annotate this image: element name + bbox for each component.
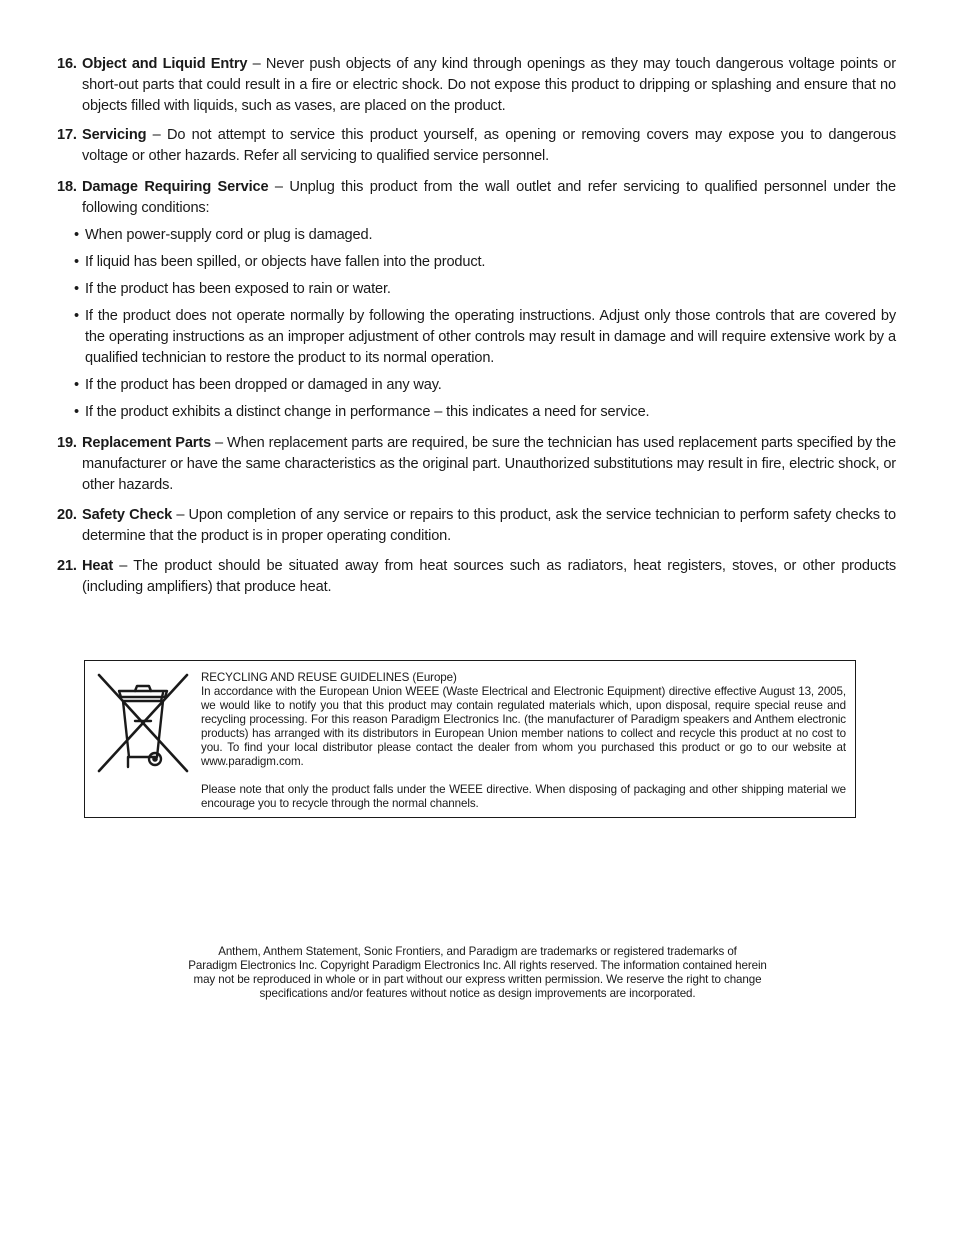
item-body: – The product should be situated away from heat sources such as radiators, heat registers, stoves, or other products (including amplifiers) that produce heat. (82, 558, 896, 595)
trademark-line: Paradigm Electronics Inc. Copyright Paradigm Electronics Inc. All rights reserved. The information contained herein (188, 959, 767, 972)
item-text (82, 54, 896, 116)
item-body: – Do not attempt to service this product yourself, as opening or removing covers may expose you to dangerous voltage or other hazards. Refer all servicing to qualified service personnel. (82, 127, 896, 164)
condition-bullet (74, 279, 896, 300)
item-title: Heat (82, 558, 114, 574)
safety-item-18 (57, 177, 896, 219)
item-text (82, 125, 896, 167)
trademark-line: may not be reproduced in whole or in part without our express written permission. We reserve the right to change (193, 973, 762, 986)
bullet-text: If liquid has been spilled, or objects have fallen into the product. (85, 254, 486, 270)
bullet-text: If the product does not operate normally by following the operating instructions. Adjust only those controls that are covered by the operating instructions as an improper adjustment of other controls may result in damage and will require extensive work by a qualified technician to restore the product to its normal operation. (85, 308, 896, 366)
safety-item-16 (57, 54, 896, 116)
trademark-line: Anthem, Anthem Statement, Sonic Frontiers, and Paradigm are trademarks or registered trademarks of (218, 945, 737, 958)
recycling-heading: RECYCLING AND REUSE GUIDELINES (Europe) (201, 671, 457, 684)
trademark-line: specifications and/or features without notice as design improvements are incorporated. (259, 987, 696, 1000)
item-body: – Never push objects of any kind through openings as they may touch dangerous voltage points or short-out parts that could result in a fire or electric shock. Do not expose this product to dripping or splashing and ensure that no objects filled with liquids, such as vases, are placed on the product. (82, 56, 896, 114)
condition-bullet (74, 402, 896, 423)
safety-item-19 (57, 433, 896, 495)
item-number: 21. (57, 558, 77, 574)
item-body: – Unplug this product from the wall outlet and refer servicing to qualified personnel under the following conditions: (82, 179, 896, 216)
item-body: – Upon completion of any service or repairs to this product, ask the service technician to perform safety checks to determine that the product is in proper operating condition. (82, 507, 896, 544)
item-text (82, 433, 896, 495)
item-number: 16. (57, 56, 77, 72)
recycling-paragraph-2: Please note that only the product falls under the WEEE directive. When disposing of packaging and other shipping material we encourage you to recycle through the normal channels. (201, 783, 846, 810)
bullet-marker: • (74, 227, 79, 243)
item-number: 19. (57, 435, 77, 451)
item-text (82, 177, 896, 219)
recycling-paragraph-1: In accordance with the European Union WEEE (Waste Electrical and Electronic Equipment) directive effective August 13, 2005, we would like to notify you that this product may contain regulated materials which, upon disposal, require special reuse and recycling processing. For this reason Paradigm Electronics Inc. (the manufacturer of Paradigm speakers and Anthem electronic products) has arranged with its distributors in European Union member nations to collect and recycle this product at no cost to you. To find your local distributor please contact the dealer from whom you purchased this product or go to our website at www.paradigm.com. (201, 685, 846, 768)
bullet-marker: • (74, 254, 79, 270)
safety-item-20 (57, 505, 896, 547)
condition-bullet (74, 252, 896, 273)
item-title: Damage Requiring Service (82, 179, 269, 195)
recycling-guidelines-text (201, 671, 846, 811)
item-body: – When replacement parts are required, be sure the technician has used replacement parts specified by the manufacturer or have the same characteristics as the original part. Unauthorized substitutions may result in fire, electric shock, or other hazards. (82, 435, 896, 493)
item-number: 17. (57, 127, 77, 143)
item-text (82, 556, 896, 598)
bullet-marker: • (74, 308, 79, 324)
item-number: 18. (57, 179, 77, 195)
bullet-text: If the product exhibits a distinct change in performance – this indicates a need for service. (85, 404, 650, 420)
item-title: Safety Check (82, 507, 173, 523)
item-title: Servicing (82, 127, 147, 143)
safety-item-17 (57, 125, 896, 167)
bullet-text: When power-supply cord or plug is damaged. (85, 227, 373, 243)
item-text (82, 505, 896, 547)
bullet-marker: • (74, 404, 79, 420)
bullet-marker: • (74, 281, 79, 297)
condition-bullet (74, 375, 896, 396)
crossed-out-wheelie-bin-icon (95, 671, 191, 775)
recycling-guidelines-box (84, 660, 856, 818)
item-title: Replacement Parts (82, 435, 211, 451)
item-number: 20. (57, 507, 77, 523)
safety-item-21 (57, 556, 896, 598)
condition-bullet (74, 225, 896, 246)
trademark-notice (120, 945, 835, 1001)
bullet-text: If the product has been exposed to rain or water. (85, 281, 391, 297)
condition-bullet (74, 306, 896, 368)
bullet-text: If the product has been dropped or damaged in any way. (85, 377, 442, 393)
item-title: Object and Liquid Entry (82, 56, 248, 72)
bullet-marker: • (74, 377, 79, 393)
